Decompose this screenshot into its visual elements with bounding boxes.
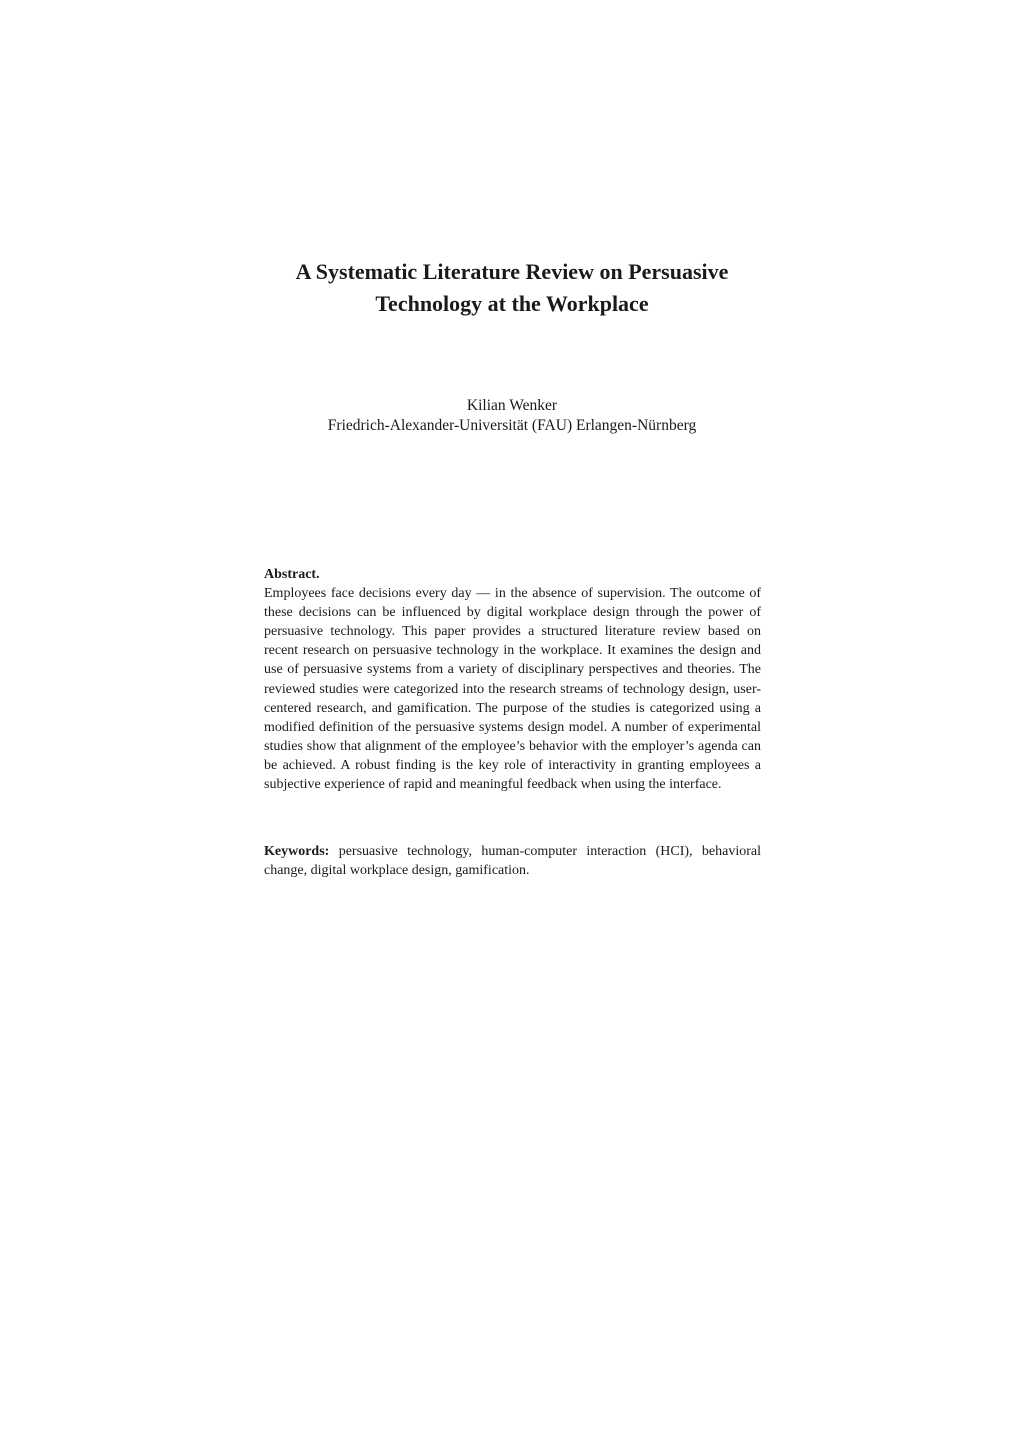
author-affiliation: Friedrich-Alexander-Universität (FAU) Erlangen-Nürnberg (327, 417, 697, 434)
paper-title-line-1: A Systematic Literature Review on Persuasive (295, 259, 729, 284)
paper-title-line-2: Technology at the Workplace (375, 291, 649, 316)
keywords-label: Keywords: (264, 844, 330, 859)
abstract-heading: Abstract. (264, 567, 320, 582)
author-block (0, 396, 1024, 436)
abstract-section (264, 565, 761, 794)
keywords-text: persuasive technology, human-computer interaction (HCI), behavioral change, digital workplace design, gamification. (264, 844, 761, 879)
abstract-text: Employees face decisions every day — in the absence of supervision. The outcome of these decisions can be influenced by digital workplace design through the power of persuasive technology. This paper provides a structured literature review based on recent research on persuasive technology in the workplace. It examines the design and use of persuasive systems from a variety of disciplinary perspectives and theories. The reviewed studies were categorized into the research streams of technology design, user-centered research, and gamification. The purpose of the studies is categorized using a modified definition of the persuasive systems design model. A number of experimental studies show that alignment of the employee’s behavior with the employer’s agenda can be achieved. A robust finding is the key role of interactivity in granting employees a subjective experience of rapid and meaningful feedback when using the interface. (264, 586, 761, 793)
paper-title (0, 256, 1024, 320)
author-name: Kilian Wenker (466, 397, 558, 414)
keywords-section (264, 842, 761, 880)
